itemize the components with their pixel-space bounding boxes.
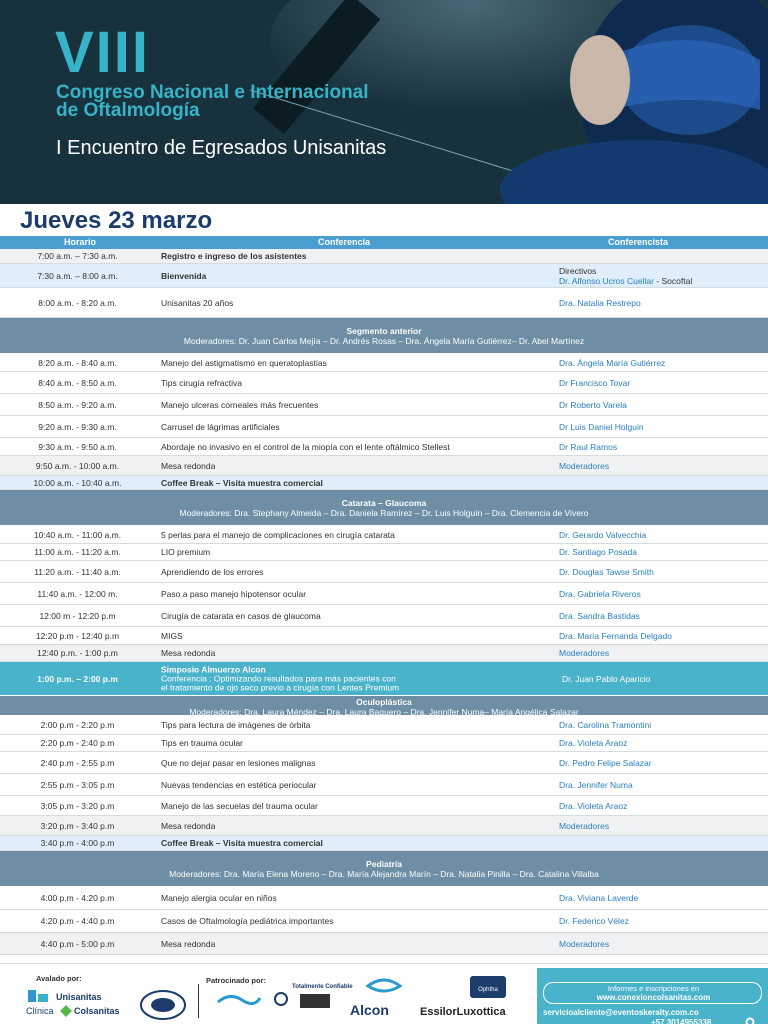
row-talk: Manejo ulceras corneales más frecuentes — [161, 399, 319, 410]
row-talk: Mesa redonda — [161, 820, 216, 831]
table-row — [0, 816, 768, 836]
colsanitas-logo-icon — [60, 1005, 72, 1017]
row-talk: Mesa redonda — [161, 648, 216, 658]
table-row — [0, 264, 768, 288]
symposium-time: 1:00 p.m. – 2:00 p.m — [37, 673, 118, 684]
row-speaker: Dr. Federico Vélez — [559, 916, 629, 926]
row-time: 9:50 a.m. - 10:00 a.m. — [35, 460, 120, 471]
row-speaker: Moderadores — [559, 648, 610, 658]
row-talk: Coffee Break – Visita muestra comercial — [161, 838, 323, 848]
segment-header — [0, 490, 768, 526]
row-speaker: Dr Luis Daniel Holguin — [559, 421, 644, 432]
row-talk: Tips en trauma ocular — [161, 738, 243, 748]
segment-title: Catarata – Glaucoma — [341, 498, 427, 508]
sponsor-logo-icon — [300, 994, 330, 1008]
row-time: 7:00 a.m. – 7:30 a.m. — [37, 251, 118, 261]
table-row — [0, 752, 768, 774]
row-talk: Tips para lectura de imágenes de órbita — [161, 720, 311, 730]
segment-header — [0, 696, 768, 716]
row-time: 12:00 m - 12:20 p.m — [39, 610, 116, 621]
row-speaker: Dr. Pedro Felipe Salazar — [559, 757, 652, 768]
row-talk: Tips cirugía refractiva — [161, 377, 242, 388]
table-row — [0, 716, 768, 735]
info-url[interactable]: www.conexioncolsanitas.com — [596, 993, 711, 1002]
row-speaker: Dra. María Fernanda Delgado — [559, 630, 672, 641]
day-title: Jueves 23 marzo — [20, 207, 213, 234]
table-header — [0, 236, 768, 249]
segment-title: Oculoplástica — [356, 697, 412, 707]
row-speaker: Dra. Violeta Araoz — [559, 738, 628, 748]
row-speaker: Dra. Carolina Tramontini — [559, 720, 652, 730]
table-row — [0, 561, 768, 583]
row-speaker: Directivos Dr. Alfonso Ucros Cuellar - Socoftal — [559, 265, 693, 286]
segment-moderators: Moderadores: Dra. Laura Méndez – Dra. Laura Baquero – Dra. Jennifer Numa– María Angélica Salazar — [189, 707, 579, 717]
clinica-label: Clínica — [26, 1006, 54, 1016]
sponsor-logo-icon — [364, 976, 404, 996]
row-talk: Nuevas tendencias en estética periocular — [161, 779, 317, 790]
row-time: 10:40 a.m. - 11:00 a.m. — [33, 529, 122, 540]
row-talk: 5 perlas para el manejo de complicaciones en cirugía catarata — [161, 529, 395, 540]
row-talk: Abordaje no invasivo en el control de la miopía con el lente oftálmico Stellest — [161, 441, 450, 452]
segment-header — [0, 851, 768, 887]
table-row — [0, 583, 768, 605]
row-time: 2:55 p.m - 3:05 p.m — [40, 779, 115, 790]
row-speaker: Dr. Santiago Posada — [559, 547, 637, 557]
segment-title: Segmento anterior — [346, 326, 422, 336]
row-talk: Bienvenida — [161, 270, 207, 281]
ophtha-logo: Ophtha — [470, 976, 506, 998]
endorsed-label: Avalado por: — [36, 974, 82, 983]
table-row — [0, 526, 768, 544]
totalmente-logo: Totalmente Confiable — [292, 984, 353, 990]
info-title: Informes e inscripciones en — [607, 984, 700, 993]
row-time: 11:20 a.m. - 11:40 a.m. — [34, 566, 121, 577]
row-talk: MIGS — [161, 630, 183, 641]
symposium-speaker: Dr. Juan Pablo Aparicio — [562, 673, 651, 684]
header-time: Horario — [64, 237, 97, 247]
table-row — [0, 416, 768, 438]
row-speaker: Dr Francisco Tovar — [559, 377, 631, 388]
row-time: 4:20 p.m - 4:40 p.m — [40, 916, 115, 926]
header-speaker: Conferencista — [608, 237, 669, 247]
table-row — [0, 354, 768, 372]
unisanitas-logo-icon — [28, 990, 50, 1002]
row-time: 4:00 p.m - 4:20 p.m — [40, 893, 115, 903]
seal-logo-icon — [140, 990, 186, 1020]
row-time: 7:30 a.m. – 8:00 a.m. — [37, 270, 118, 281]
row-speaker: Dr. Gerardo Valvecchia — [559, 529, 647, 540]
table-row — [0, 394, 768, 416]
encounter-title: I Encuentro de Egresados Unisanitas — [56, 137, 387, 159]
table-row — [0, 288, 768, 318]
info-box — [537, 968, 768, 1024]
segment-moderators: Moderadores: Dr. Juan Carlos Mejía – Dr. Andrés Rosas – Dra. Ángela María Gutiérrez– Dr. Abel Martínez — [183, 336, 585, 346]
table-row — [0, 456, 768, 476]
row-time: 8:40 a.m. - 8:50 a.m. — [38, 377, 117, 388]
info-phone[interactable]: +57 3014955338 — [651, 1018, 712, 1024]
segment-moderators: Moderadores: Dra. Stephany Almeida – Dra. Daniela Ramírez – Dr. Luis Holguín – Dra. Clemencia de Vivero — [179, 508, 589, 518]
row-speaker: Dr. Douglas Tawse Smith — [559, 566, 654, 577]
symposium-talk: Simposio Almuerzo Alcon Conferencia : Optimizando resultados para más pacientes con el tratamiento de ojo seco previo a cirugía con Lentes Premium — [161, 664, 400, 692]
whatsapp-icon — [745, 1017, 755, 1024]
row-speaker: Dr Roberto Varela — [559, 399, 627, 410]
row-speaker: Dra. Jennifer Numa — [559, 779, 633, 790]
table-row — [0, 605, 768, 627]
row-time: 3:20 p.m - 3:40 p.m — [40, 820, 115, 831]
segment-title: Pediatría — [366, 859, 402, 869]
alcon-logo: Alcon — [350, 1002, 389, 1018]
table-row — [0, 735, 768, 752]
row-talk: Manejo alergia ocular en niños — [161, 893, 277, 903]
row-talk: Paso a paso manejo hipotensor ocular — [161, 588, 307, 599]
row-time: 2:20 p.m - 2:40 p.m — [40, 738, 115, 748]
info-frame — [543, 982, 762, 1004]
congress-title: Congreso Nacional e Internacional de Oftalmología — [56, 82, 369, 121]
row-time: 10:00 a.m. - 10:40 a.m. — [33, 477, 122, 488]
table-row — [0, 796, 768, 816]
row-time: 11:00 a.m. - 11:20 a.m. — [34, 547, 121, 557]
table-row — [0, 544, 768, 561]
segment-moderators: Moderadores: Dra. María Elena Moreno – Dra. María Alejandra Marín – Dra. Natalia Pinilla – Dra. Catalina Villalba — [169, 869, 599, 879]
row-time: 2:00 p.m - 2:20 p.m — [40, 720, 115, 730]
row-speaker: Dra. Ángela María Gutiérrez — [559, 357, 666, 368]
row-time: 3:40 p.m - 4:00 p.m — [40, 838, 115, 848]
row-talk: Manejo del astigmatismo en queratoplastias — [161, 357, 327, 368]
row-speaker: Dra. Gabriela Riveros — [559, 588, 641, 599]
row-time: 8:50 a.m. - 9:20 a.m. — [38, 399, 117, 410]
row-time: 12:40 p.m. - 1:00 p.m — [37, 648, 118, 658]
table-row — [0, 836, 768, 851]
table-row — [0, 887, 768, 910]
row-speaker: Moderadores — [559, 460, 610, 471]
row-speaker: Dra. Violeta Araoz — [559, 800, 628, 811]
info-email[interactable]: servicioalcliente@eventoskeralty.com.co — [543, 1008, 699, 1017]
row-speaker: Dra. Natalia Restrepo — [559, 297, 641, 308]
sponsor-logo-icon — [272, 992, 290, 1006]
row-time: 9:20 a.m. - 9:30 a.m. — [38, 421, 117, 432]
table-row — [0, 476, 768, 490]
row-talk: Unisanitas 20 años — [161, 297, 234, 308]
essilor-logo: EssilorLuxottica — [420, 1006, 506, 1018]
row-speaker: Dra. Viviana Laverde — [559, 893, 639, 903]
sponsor-logo-icon — [216, 992, 262, 1010]
row-talk: Casos de Oftalmología pediátrica importantes — [161, 916, 334, 926]
row-talk: Manejo de las secuelas del trauma ocular — [161, 800, 318, 811]
table-row — [0, 910, 768, 933]
row-time: 4:40 p.m - 5:00 p.m — [40, 938, 115, 949]
symposium-row — [0, 662, 768, 696]
row-talk: Cirugía de catarata en casos de glaucoma — [161, 610, 321, 621]
hero-banner — [0, 0, 768, 204]
row-speaker: Moderadores — [559, 938, 610, 949]
table-row — [0, 438, 768, 456]
table-row — [0, 249, 768, 264]
row-speaker: Dra. Sandra Bastidas — [559, 610, 640, 621]
row-talk: Mesa redonda — [161, 460, 216, 471]
row-time: 11:40 a.m. - 12:00 m. — [37, 588, 118, 599]
sponsored-label: Patrocinado por: — [206, 976, 267, 985]
row-time: 9:30 a.m. - 9:50 a.m. — [38, 441, 117, 452]
table-row — [0, 627, 768, 645]
table-row — [0, 645, 768, 662]
row-time: 2:40 p.m - 2:55 p.m — [40, 757, 115, 768]
row-speaker: Moderadores — [559, 820, 610, 831]
row-talk: Que no dejar pasar en lesiones malignas — [161, 757, 316, 768]
unisanitas-logo: Unisanitas — [56, 992, 102, 1002]
table-row — [0, 774, 768, 796]
row-talk: Registro e ingreso de los asistentes — [161, 251, 307, 261]
row-talk: Coffee Break – Visita muestra comercial — [161, 477, 323, 488]
segment-header — [0, 318, 768, 354]
row-talk: Aprendiendo de los errores — [161, 566, 264, 577]
row-talk: Carrusel de lágrimas artificiales — [161, 421, 280, 432]
row-time: 12:20 p.m - 12:40 p.m — [35, 630, 120, 641]
table-row — [0, 372, 768, 394]
row-talk: LIO premium — [161, 547, 211, 557]
row-time: 3:05 p.m - 3:20 p.m — [40, 800, 115, 811]
row-time: 8:00 a.m. - 8:20 a.m. — [38, 297, 117, 308]
edition-number: VIII — [55, 20, 151, 85]
row-time: 8:20 a.m. - 8:40 a.m. — [38, 357, 117, 368]
row-talk: Mesa redonda — [161, 938, 216, 949]
row-speaker: Dr Raul Ramos — [559, 441, 618, 452]
footer-divider — [198, 984, 199, 1018]
header-talk: Conferencia — [318, 237, 371, 247]
colsanitas-logo: Colsanitas — [74, 1006, 120, 1016]
table-row — [0, 933, 768, 955]
